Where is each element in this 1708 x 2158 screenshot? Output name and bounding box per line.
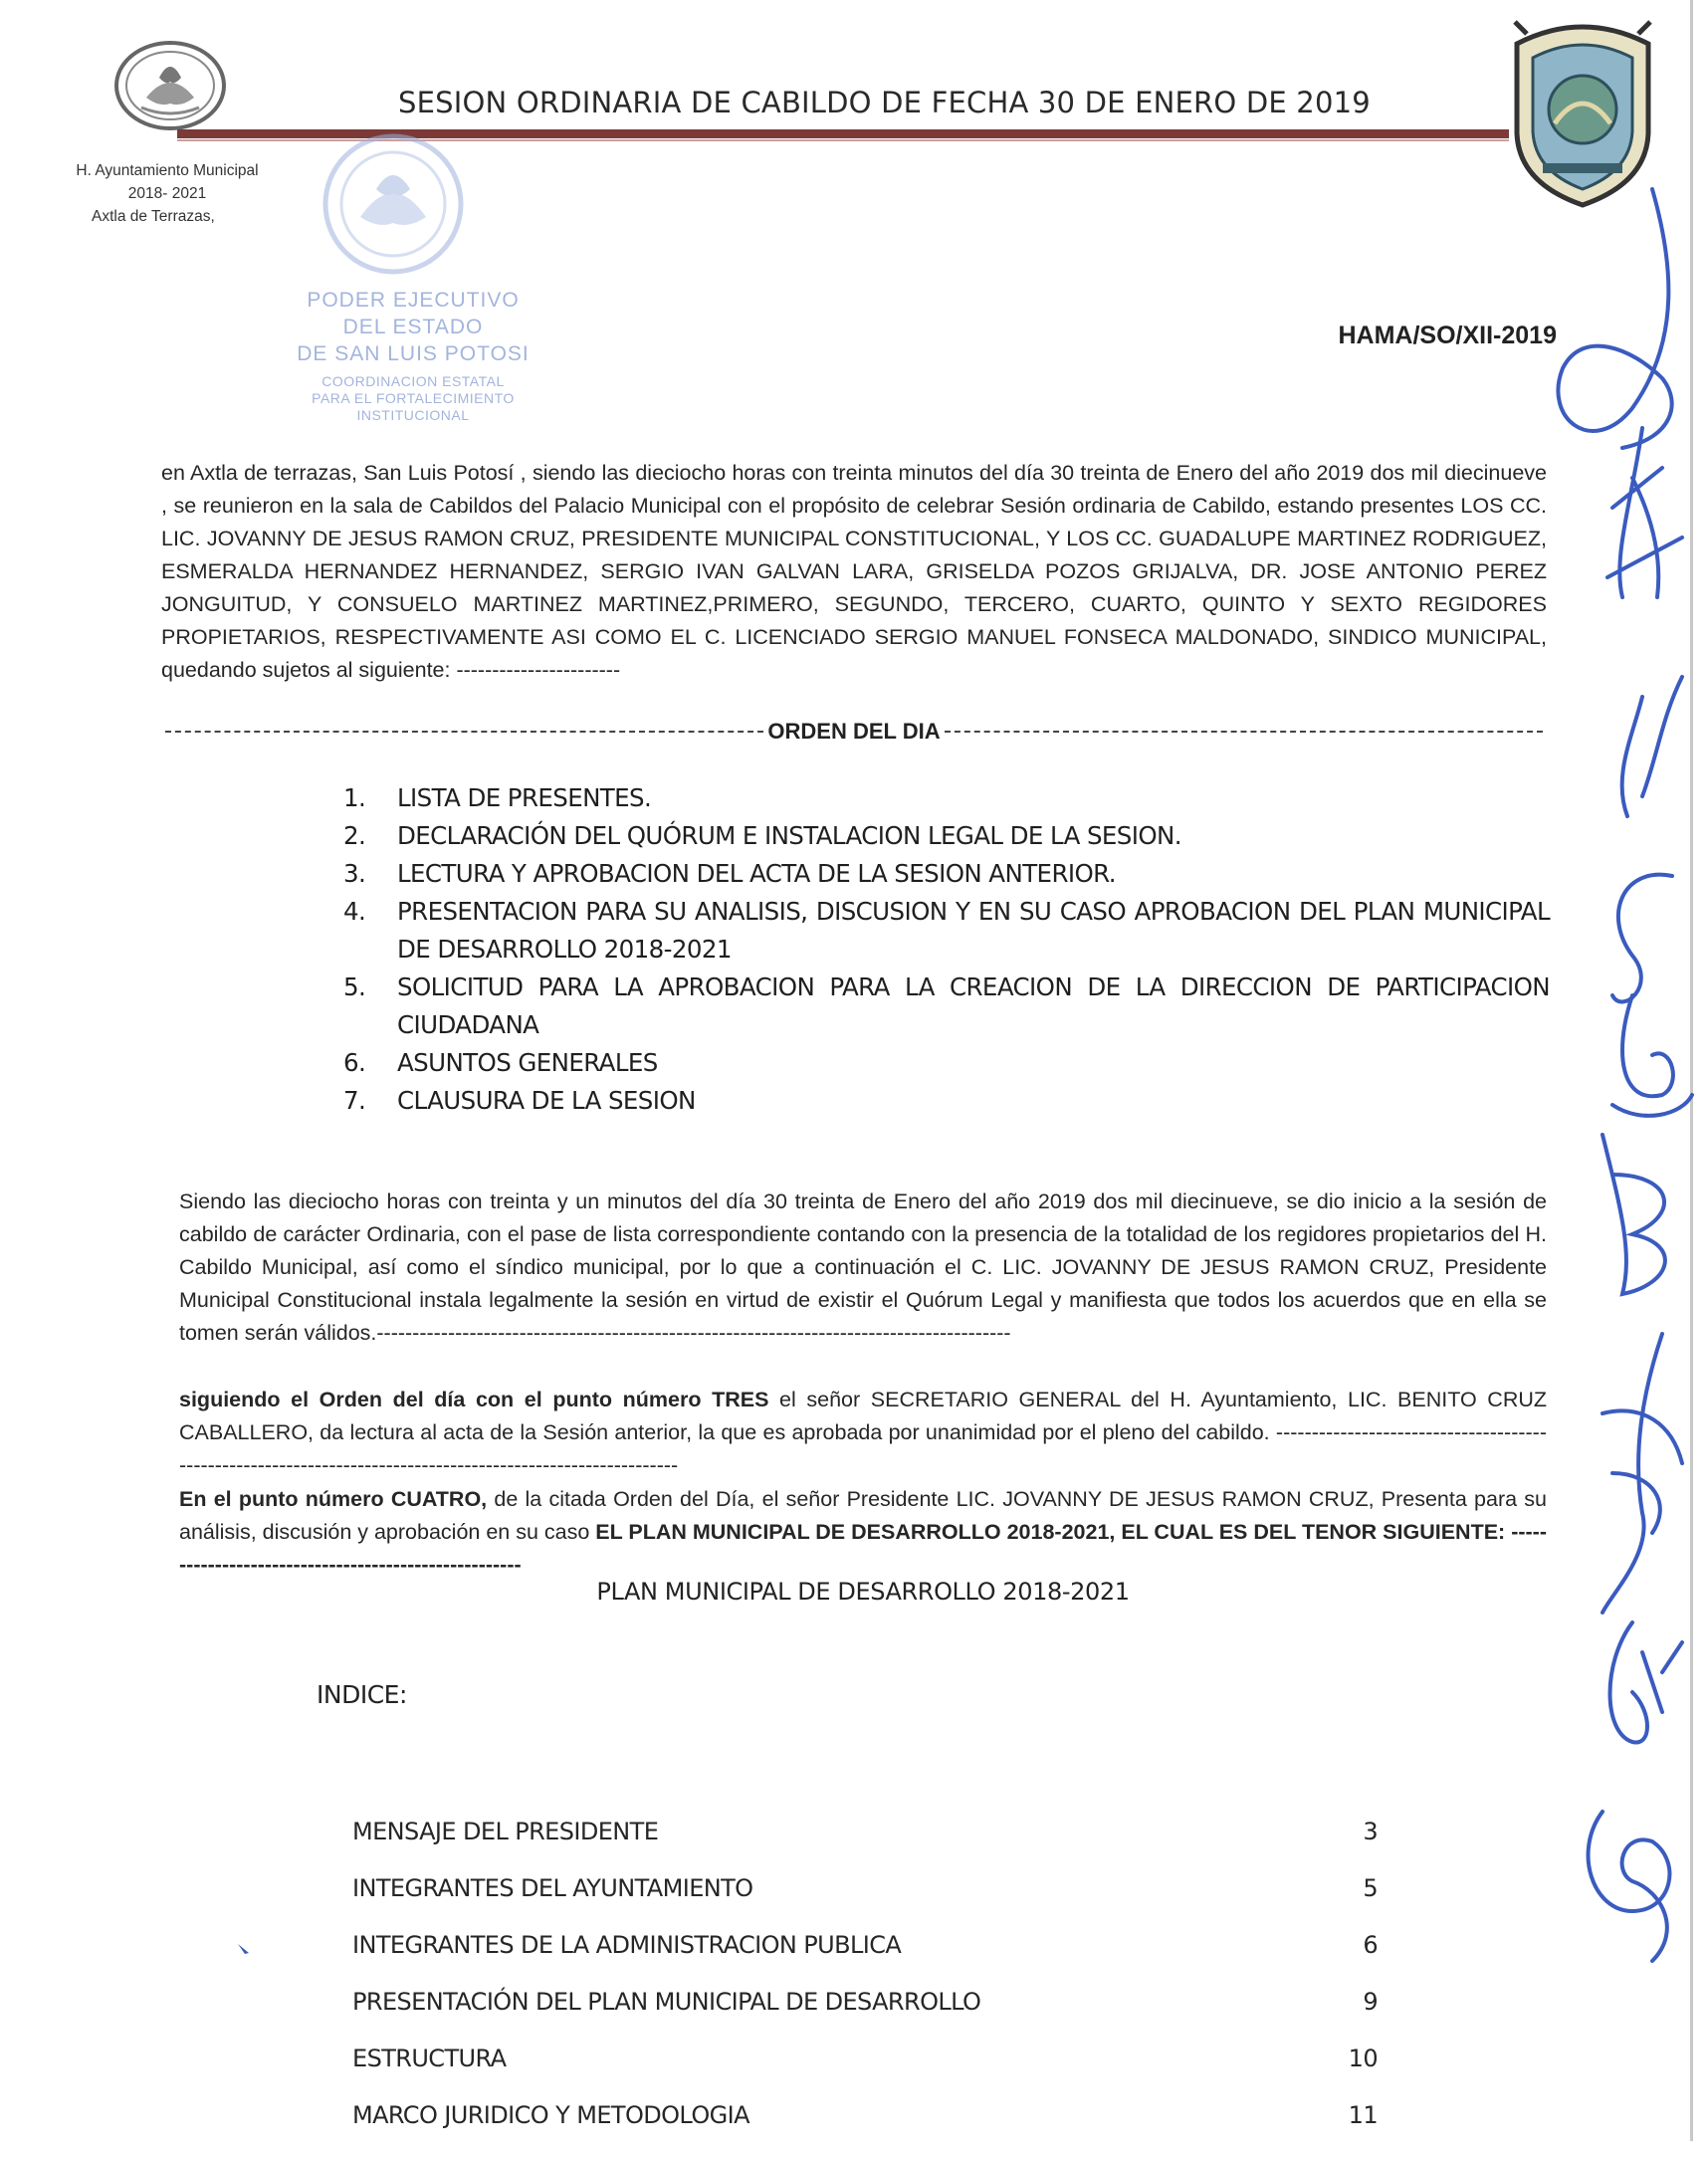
agenda-number: 1. — [343, 783, 366, 812]
toc-page: 6 — [1363, 1931, 1378, 1959]
toc-row — [352, 1874, 1378, 1931]
agenda-item — [343, 855, 1550, 893]
session-reference-code: HAMA/SO/XII-2019 — [1338, 322, 1557, 349]
toc-title: INTEGRANTES DE LA ADMINISTRACION PUBLICA — [352, 1931, 902, 1959]
agenda-item — [343, 893, 1550, 969]
toc-page: 5 — [1363, 1874, 1378, 1902]
document-title: SESION ORDINARIA DE CABILDO DE FECHA 30 DE ENERO DE 2019 — [398, 86, 1371, 119]
poder-ejecutivo-stamp — [249, 287, 577, 424]
toc-page: 9 — [1363, 1988, 1378, 2016]
agenda-text: SOLICITUD PARA LA APROBACION PARA LA CREACION DE LA DIRECCION DE PARTICIPACION CIUDADANA — [397, 972, 1550, 1039]
stray-mark-icon — [235, 1941, 255, 1961]
signature-9 — [1589, 1812, 1670, 1961]
agenda-item — [343, 817, 1550, 855]
agenda-number: 4. — [343, 897, 366, 926]
agenda-item — [343, 969, 1550, 1044]
agenda-item — [343, 1082, 1550, 1120]
signature-1 — [1558, 189, 1671, 448]
signature-8 — [1610, 1622, 1683, 1742]
margin-signatures — [1483, 179, 1708, 2100]
toc-page: 11 — [1348, 2101, 1378, 2129]
stamp-line: DE SAN LUIS POTOSI — [297, 342, 530, 365]
punto-cuatro-lead: En el punto número CUATRO, — [179, 1487, 488, 1511]
toc-row — [352, 1931, 1378, 1988]
signature-6 — [1602, 1135, 1665, 1294]
dash-leader — [165, 731, 763, 733]
agenda-number: 2. — [343, 821, 366, 850]
quorum-paragraph: Siendo las dieciocho horas con treinta y un minutos del día 30 treinta de Enero del año 2019 dos mil diecinueve, se dio inicio a la sesión de cabildo de carácter Ordinaria, con el pase de lista correspondiente contando con la presencia de la totalidad de los regidores propietarios del H. Cabildo Municipal, así como el síndico municipal, por lo que a continuación el C. LIC. JOVANNY DE JESUS RAMON CRUZ, Presidente Municipal Constitucional instala legalmente la sesión en virtud de existir el Quórum Legal y manifiesta que todos los acuerdos que en ella se tomen serán válidos.----------------------------------------------------------------------------------------- — [179, 1189, 1547, 1345]
signature-3 — [1622, 677, 1682, 816]
toc-title: PRESENTACIÓN DEL PLAN MUNICIPAL DE DESARROLLO — [352, 1988, 981, 2016]
agenda-text: PRESENTACION PARA SU ANALISIS, DISCUSION Y EN SU CASO APROBACION DEL PLAN MUNICIPAL DE DESARROLLO 2018-2021 — [397, 897, 1550, 964]
ayuntamiento-line: H. Ayuntamiento Municipal — [76, 162, 259, 179]
toc-title: MENSAJE DEL PRESIDENTE — [352, 1818, 659, 1845]
mexico-coat-of-arms-seal — [111, 38, 229, 133]
indice-label: INDICE: — [317, 1680, 407, 1709]
poder-ejecutivo-stamp-seal — [299, 129, 488, 279]
signature-4 — [1612, 875, 1672, 1002]
agenda-text: DECLARACIÓN DEL QUÓRUM E INSTALACION LEGAL DE LA SESION. — [397, 821, 1181, 850]
punto-tres-paragraph — [179, 1384, 1547, 1482]
agenda-list — [343, 779, 1550, 1120]
ayuntamiento-block — [38, 159, 297, 228]
orden-del-dia-title: ORDEN DEL DIA — [767, 719, 941, 744]
agenda-text: CLAUSURA DE LA SESION — [397, 1086, 696, 1115]
agenda-number: 6. — [343, 1048, 366, 1077]
toc-page: 10 — [1348, 2045, 1378, 2072]
agenda-item — [343, 779, 1550, 817]
agenda-text: ASUNTOS GENERALES — [397, 1048, 658, 1077]
signature-7 — [1602, 1334, 1682, 1613]
plan-title: PLAN MUNICIPAL DE DESARROLLO 2018-2021 — [596, 1578, 1130, 1606]
stamp-small-line: PARA EL FORTALECIMIENTO — [312, 390, 515, 406]
dash-leader — [945, 731, 1543, 733]
toc-row — [352, 2101, 1378, 2158]
toc-row — [352, 1818, 1378, 1874]
ayuntamiento-line: 2018- 2021 — [127, 185, 207, 202]
agenda-text: LECTURA Y APROBACION DEL ACTA DE LA SESION ANTERIOR. — [397, 859, 1116, 888]
punto-cuatro-tail: EL PLAN MUNICIPAL DE DESARROLLO 2018-2021, EL CUAL ES DEL TENOR SIGUIENTE: ----------------------------------------------------- — [179, 1520, 1547, 1577]
punto-tres-lead: siguiendo el Orden del día con el punto número TRES — [179, 1388, 769, 1411]
toc-row — [352, 2045, 1378, 2101]
agenda-number: 3. — [343, 859, 366, 888]
stamp-line: DEL ESTADO — [342, 316, 484, 338]
toc-title: MARCO JURIDICO Y METODOLOGIA — [352, 2101, 749, 2129]
signature-2 — [1607, 428, 1682, 597]
agenda-number: 5. — [343, 972, 366, 1001]
toc-title: ESTRUCTURA — [352, 2045, 507, 2072]
stamp-small-line: COORDINACION ESTATAL — [321, 373, 505, 389]
toc-row — [352, 1988, 1378, 2045]
ayuntamiento-line: Axtla de Terrazas, — [92, 208, 215, 225]
agenda-item — [343, 1044, 1550, 1082]
stamp-small-line: INSTITUCIONAL — [356, 407, 470, 423]
intro-paragraph: en Axtla de terrazas, San Luis Potosí , siendo las dieciocho horas con treinta minutos del día 30 treinta de Enero del año 2019 dos mil diecinueve , se reunieron en la sala de Cabildos del Palacio Municipal con el propósito de celebrar Sesión ordinaria de Cabildo, estando presentes LOS CC. LIC. JOVANNY DE JESUS RAMON CRUZ, PRESIDENTE MUNICIPAL CONSTITUCIONAL, Y LOS CC. GUADALUPE MARTINEZ RODRIGUEZ, ESMERALDA HERNANDEZ HERNANDEZ, SERGIO IVAN GALVAN LARA, GRISELDA POZOS GRIJALVA, DR. JOSE ANTONIO PEREZ JONGUITUD, Y CONSUELO MARTINEZ MARTINEZ,PRIMERO, SEGUNDO, TERCERO, CUARTO, QUINTO Y SEXTO REGIDORES PROPIETARIOS, RESPECTIVAMENTE ASI COMO EL C. LICENCIADO SERGIO MANUEL FONSECA MALDONADO, SINDICO MUNICIPAL, quedando sujetos al siguiente: ----------------------- — [161, 461, 1547, 682]
table-of-contents — [352, 1818, 1378, 2158]
agenda-text: LISTA DE PRESENTES. — [397, 783, 652, 812]
punto-tres-body: el señor SECRETARIO GENERAL del H. Ayuntamiento, LIC. BENITO CRUZ CABALLERO, da lectura al acta de la Sesión anterior, la que es aprobada por unanimidad por el pleno del cabildo. ------------------------------------------------------------------------------------------------------------ — [179, 1388, 1548, 1477]
punto-cuatro-body: de la citada Orden del Día, el señor Presidente LIC. JOVANNY DE JESUS RAMON CRUZ, Presenta para su análisis, discusión y aprobación en su caso — [179, 1487, 1548, 1544]
toc-page: 3 — [1363, 1818, 1378, 1845]
punto-cuatro-paragraph — [179, 1483, 1547, 1582]
toc-title: INTEGRANTES DEL AYUNTAMIENTO — [352, 1874, 753, 1902]
orden-del-dia-heading — [161, 719, 1547, 745]
agenda-number: 7. — [343, 1086, 366, 1115]
stamp-line: PODER EJECUTIVO — [307, 289, 520, 312]
signature-5 — [1612, 995, 1692, 1116]
